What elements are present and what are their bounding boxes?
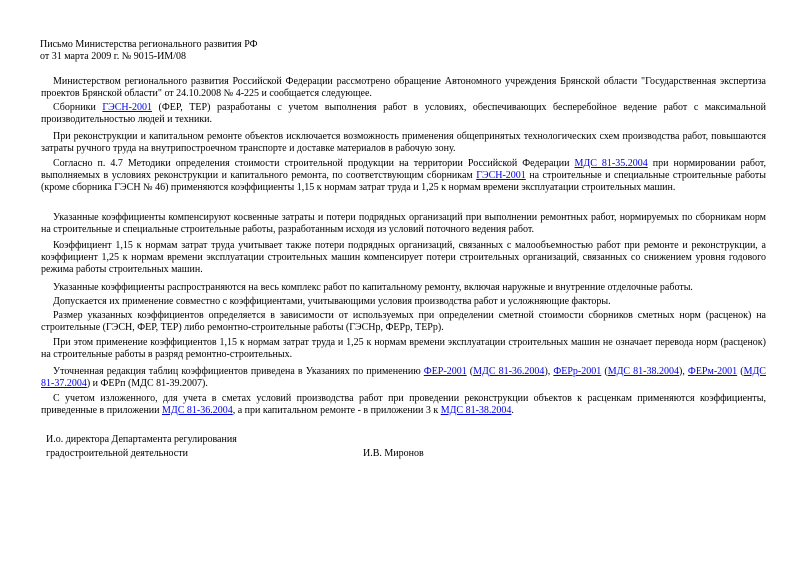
signatory-position-line2: градостроительной деятельности	[46, 448, 188, 459]
paragraph-11: Уточненная редакция таблиц коэффициентов приведена в Указаниях по применению ФЕР-2001 (МДС 81-36.2004), ФЕРр-2001 (МДС 81-38.2004), ФЕРм-2001 (МДС 81-37.2004) и ФЕРп (МДС 81-39.2007).	[41, 366, 766, 389]
link-ferm-2001[interactable]: ФЕРм-2001	[687, 366, 738, 377]
link-mds-81-37-2004[interactable]: МДС 81-37.2004	[41, 366, 766, 389]
letter-title: Письмо Министерства регионального развития РФ	[40, 39, 258, 50]
link-mds-81-35-2004[interactable]: МДС 81-35.2004	[574, 158, 648, 169]
paragraph-8: Допускается их применение совместно с коэффициентами, учитывающими условия производства работ и усложняющие факторы.	[53, 296, 611, 307]
signatory-position-line1: И.о. директора Департамента регулирования	[46, 434, 237, 445]
paragraph-3: При реконструкции и капитальном ремонте объектов исключается возможность применения общепринятых технологических схем производства работ, повышаются затраты ручного труда на внутрипостроечном транспорте и доставке материалов в рабочую зону.	[41, 131, 766, 154]
paragraph-4: Согласно п. 4.7 Методики определения стоимости строительной продукции на территории Российской Федерации МДС 81-35.2004 при нормировании работ, выполняемых в условиях реконструкции и капитального ремонта, по соответствующим сборникам ГЭСН-2001 на строительные и специальные строительные работы (кроме сборника ГЭСН № 46) применяются коэффициенты 1,15 к нормам затрат труда и 1,25 к нормам времени эксплуатации строительных машин.	[41, 158, 767, 193]
paragraph-1: Министерством регионального развития Российской Федерации рассмотрено обращение Автономного учреждения Брянской области "Государственная экспертиза проектов Брянской области" от 24.10.2008 № 4-225 и сообщается следующее.	[41, 76, 766, 99]
link-fer-2001[interactable]: ФЕР-2001	[423, 366, 467, 377]
link-gesn-2001-2[interactable]: ГЭСН-2001	[476, 170, 526, 181]
link-mds-81-36-2004[interactable]: МДС 81-36.2004	[473, 366, 545, 377]
paragraph-10: При этом применение коэффициентов 1,15 к нормам затрат труда и 1,25 к нормам времени эксплуатации строительных машин не означает перевода норм (расценок) на строительные работы в разряд ремонтно-строительных.	[41, 337, 766, 360]
paragraph-6: Коэффициент 1,15 к нормам затрат труда учитывает также потери подрядных организаций, связанных с малообъемностью работ при ремонте и реконструкции, а коэффициент 1,25 к нормам времени эксплуатации строительных машин компенсирует потери строительных организаций, связанных со снижением уровня годового режима работы строительных машин.	[41, 240, 766, 275]
link-mds-81-38-2004-2[interactable]: МДС 81-38.2004	[440, 405, 512, 416]
paragraph-12: С учетом изложенного, для учета в сметах условий производства работ при проведении реконструкции объектов к расценкам применяются коэффициенты, приведенные в приложении МДС 81-36.2004, а при капитальном ремонте - в приложении 3 к МДС 81-38.2004.	[41, 393, 766, 416]
signatory-name: И.В. Миронов	[363, 448, 424, 459]
link-gesn-2001[interactable]: ГЭСН-2001	[102, 102, 152, 113]
letter-date-number: от 31 марта 2009 г. № 9015-ИМ/08	[40, 51, 186, 62]
paragraph-7: Указанные коэффициенты распространяются на весь комплекс работ по капитальному ремонту, включая наружные и внутренние отделочные работы.	[53, 282, 693, 293]
paragraph-5: Указанные коэффициенты компенсируют косвенные затраты и потери подрядных организаций при выполнении ремонтных работ, нормируемых по сборникам норм на строительные и специальные строительные работы, разработанным исходя из условий поточного ведения работ.	[41, 212, 766, 235]
link-mds-81-36-2004-2[interactable]: МДС 81-36.2004	[162, 405, 233, 416]
link-mds-81-38-2004[interactable]: МДС 81-38.2004	[607, 366, 679, 377]
paragraph-9: Размер указанных коэффициентов определяется в зависимости от используемых при определении сметной стоимости сборников сметных норм (расценок) на строительные (ГЭСН, ФЕР, ТЕР) либо ремонтно-строительные работы (ГЭСНр, ФЕРр, ТЕРр).	[41, 310, 766, 333]
link-ferr-2001[interactable]: ФЕРр-2001	[553, 366, 602, 377]
paragraph-2: Сборники ГЭСН-2001 (ФЕР, ТЕР) разработаны с учетом выполнения работ в условиях, обеспечивающих бесперебойное ведение работ с максимальной производительностью людей и техники.	[41, 102, 766, 125]
